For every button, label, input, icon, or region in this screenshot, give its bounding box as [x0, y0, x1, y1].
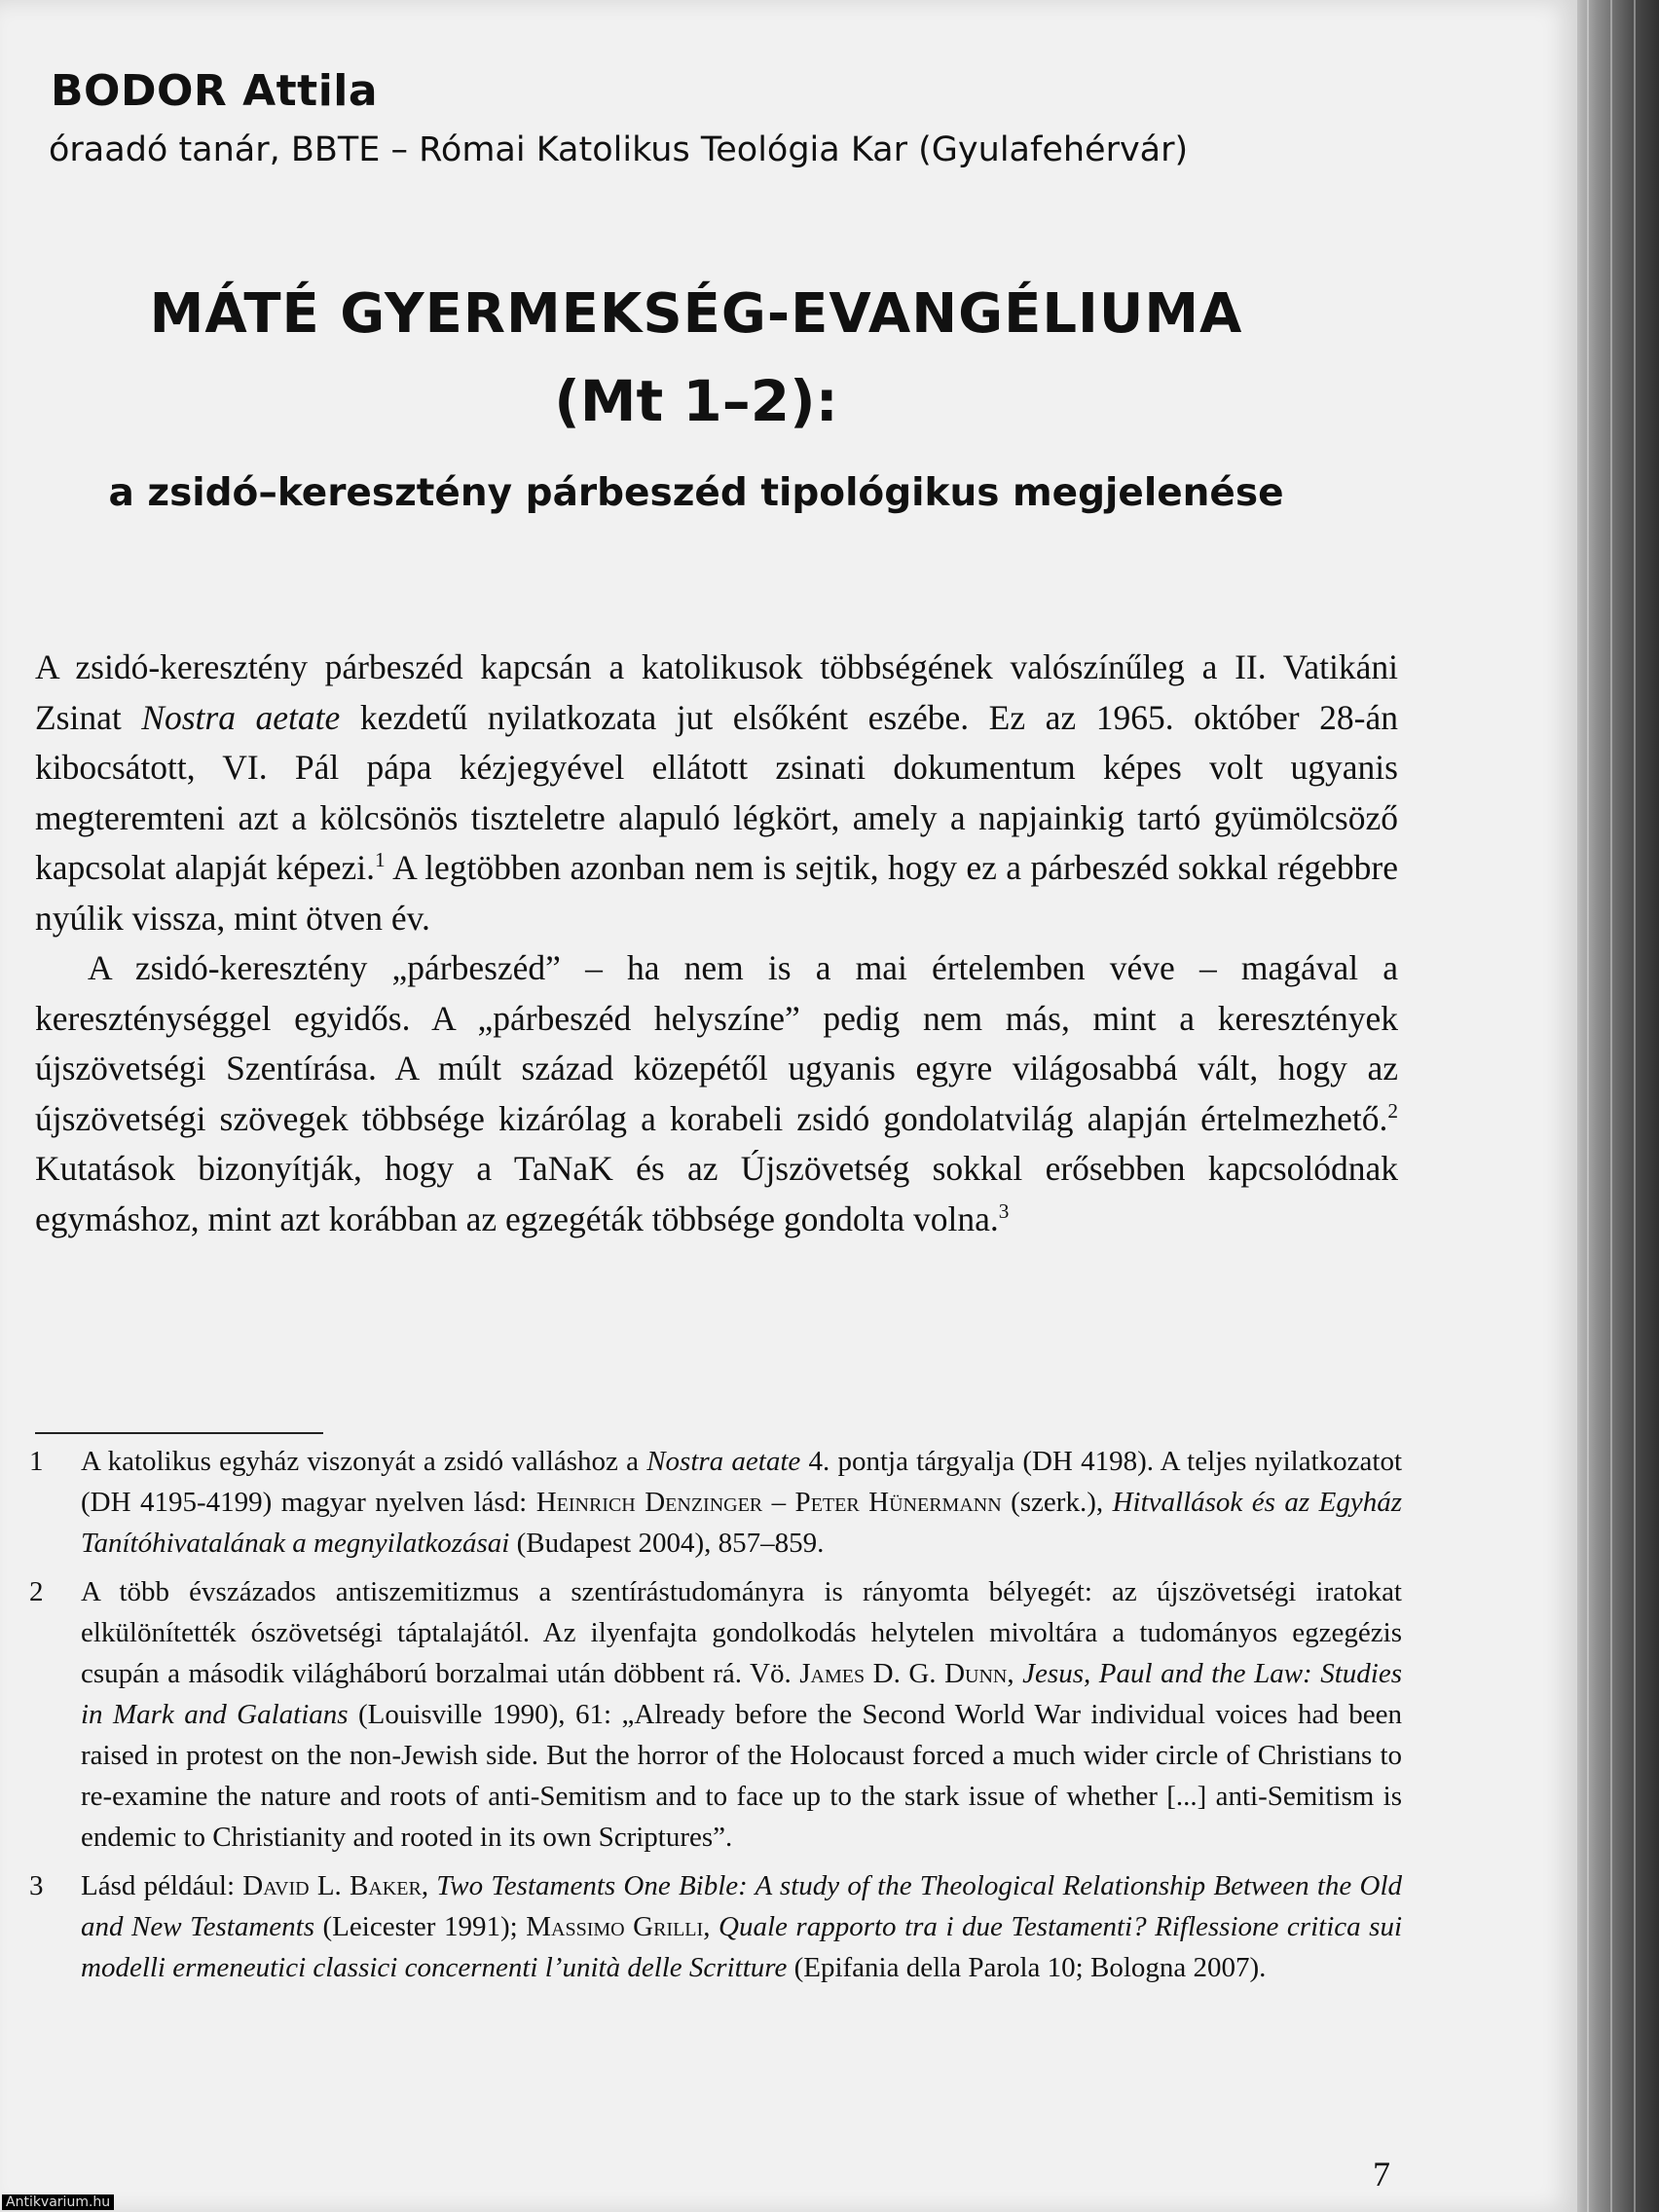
footnote-3: 3 Lásd például: David L. Baker, Two Testaments One Bible: A study of the Theological Relationship Between the Old and New Testaments (Leicester 1991); Massimo Grilli, Quale rapporto tra i due Testamenti? Riflessione critica sui modelli ermeneutici classici concernenti l’unità delle Scritture (Epifania della Parola 10; Bologna 2007). — [29, 1865, 1402, 1988]
page-number: 7 — [1373, 2155, 1390, 2194]
article-title-line2: (Mt 1–2): — [554, 368, 838, 434]
footnote-1: 1 A katolikus egyház viszonyát a zsidó valláshoz a Nostra aetate 4. pontja tárgyalja (DH 4198). A teljes nyilatkozatot (DH 4195-4199) magyar nyelven lásd: Heinrich Denzinger – Peter Hünermann (szerk.), Hitvallások és az Egyház Tanítóhivatalának a megnyilatkozásai (Budapest 2004), 857–859. — [29, 1441, 1402, 1564]
footnote-number: 2 — [29, 1576, 44, 1607]
footnote-divider — [35, 1432, 323, 1434]
article-subtitle: a zsidó–keresztény párbeszéd tipológikus megjelenése — [108, 471, 1284, 515]
footnote-ref-3: 3 — [998, 1198, 1010, 1223]
footnote-number: 1 — [29, 1446, 44, 1477]
author-name: BODOR Attila — [51, 66, 379, 116]
article-title-line1: MÁTÉ GYERMEKSÉG-EVANGÉLIUMA — [149, 282, 1243, 346]
author-affiliation: óraadó tanár, BBTE – Római Katolikus Teológia Kar (Gyulafehérvár) — [49, 130, 1189, 169]
book-spine-shadow — [1577, 0, 1659, 2212]
footnote-number: 3 — [29, 1870, 44, 1901]
footnote-ref-2: 2 — [1387, 1098, 1398, 1123]
footnote-ref-1: 1 — [374, 848, 386, 872]
watermark: Antikvarium.hu — [2, 2194, 114, 2210]
footnotes — [29, 1441, 1402, 1996]
body-text — [35, 643, 1398, 1244]
paragraph-2: A zsidó-keresztény „párbeszéd” – ha nem is a mai értelemben véve – magával a kereszténységgel egyidős. A „párbeszéd helyszíne” pedig nem más, mint a keresztények újszövetségi Szentírása. A múlt század közepétől ugyanis egyre világosabbá vált, hogy az újszövetségi szövegek többsége kizárólag a korabeli zsidó gondolatvilág alapján értelmezhető.$^2$ Kutatások bizonyítják, hogy a TaNaK és az Újszövetség sokkal erősebben kapcsolódnak egymáshoz, mint azt korábban az egzegéták többsége gondolta volna.$^3$ — [35, 948, 1398, 1238]
footnote-2: 2 A több évszázados antiszemitizmus a szentírástudományra is rányomta bélyegét: az újszövetségi iratokat elkülönítették ószövetségi táptalajától. Az ilyenfajta gondolkodás helytelen mivoltára a tudományos egzegézis csupán a második világháború borzalmai után döbbent rá. Vö. James D. G. Dunn, Jesus, Paul and the Law: Studies in Mark and Galatians (Louisville 1990), 61: „Already before the Second World War individual voices had been raised in protest on the non-Jewish side. But the horror of the Holocaust forced a much wider circle of Christians to re-examine the nature and roots of anti-Semitism and to face up to the stark issue of whether [...] anti-Semitism is endemic to Christianity and rooted in its own Scriptures”. — [29, 1571, 1402, 1858]
paragraph-1: A zsidó-keresztény párbeszéd kapcsán a katolikusok többségének valószínűleg a II. Vatikáni Zsinat Nostra aetate kezdetű nyilatkozata jut elsőként eszébe. Ez az 1965. október 28-án kibocsátott, VI. Pál pápa kézjegyével ellátott zsinati dokumentum képes volt ugyanis megteremteni azt a kölcsönös tiszteletre alapuló légkört, amely a napjainkig tartó gyümölcsöző kapcsolat alapját képezi.$^1$ A legtöbben azonban nem is sejtik, hogy ez a párbeszéd sokkal régebbre nyúlik vissza, mint ötven év. — [35, 647, 1399, 938]
